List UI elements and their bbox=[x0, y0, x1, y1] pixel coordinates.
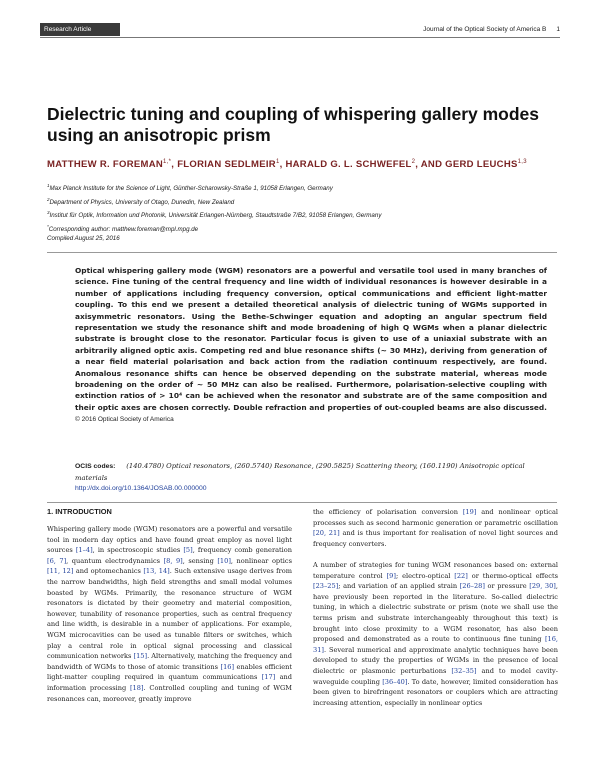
affiliation-mark: * bbox=[47, 223, 49, 229]
paragraph bbox=[313, 560, 558, 708]
text-run: and information processing bbox=[47, 673, 292, 692]
text-run: and to model cavity-waveguide coupling bbox=[313, 666, 559, 686]
text-run: . Such extensive usage derives from the narrow bandwidths, high field strengths and small modal volumes boasted by WGMs. Primarily, the resonance structure of WGM resonators is dictated by their geometry and material composition, however, tunability of resonance properties, such as central frequency and line width, is desirable in a number of applications. For example, WGM microcavities can be used as tunable filters or switches, which play a central role in optical signal processing and classical communication networks bbox=[47, 567, 292, 661]
author-name: MATTHEW R. FOREMAN bbox=[47, 159, 164, 171]
citation-link[interactable]: [36–40] bbox=[382, 677, 408, 686]
citation-link[interactable]: [18] bbox=[129, 683, 144, 692]
citation-link[interactable]: [15] bbox=[133, 652, 148, 661]
paper-title: Dielectric tuning and coupling of whispering gallery modes using an anisotropic prism bbox=[47, 104, 540, 145]
author-separator: , AND bbox=[415, 159, 446, 171]
column-left bbox=[47, 524, 292, 704]
author-affil-mark: 1,3 bbox=[517, 159, 527, 165]
divider bbox=[47, 252, 557, 253]
author-name: FLORIAN SEDLMEIR bbox=[177, 159, 276, 171]
affiliation-line bbox=[47, 222, 557, 236]
text-run: ; and variation of an applied strain bbox=[338, 582, 460, 591]
author-affil-mark: 1,* bbox=[163, 159, 172, 165]
author-name: GERD LEUCHS bbox=[445, 159, 518, 171]
doi-link[interactable]: http://dx.doi.org/10.1364/JOSAB.00.000000 bbox=[75, 485, 207, 492]
text-run: , frequency comb generation bbox=[192, 546, 292, 555]
running-header bbox=[400, 24, 560, 35]
citation-link[interactable]: [13, 14] bbox=[143, 567, 170, 576]
citation-link[interactable]: [32–35] bbox=[451, 666, 477, 675]
text-run: A number of strategies for tuning WGM resonances based on: external temperature control bbox=[313, 560, 558, 580]
author-affil-mark: 2 bbox=[411, 159, 416, 165]
citation-link[interactable]: [9] bbox=[386, 571, 396, 580]
text-run: or pressure bbox=[484, 582, 530, 591]
citation-link[interactable]: [1–4] bbox=[75, 546, 93, 555]
author-name: HARALD G. L. SCHWEFEL bbox=[285, 159, 412, 171]
text-run: , have previously been reported in the literature. So-called dielectric tuning, in which a dielectric substrate or prism (note we shall use the terms prism and substrate interchangeably throughout this text) is brought into close proximity to a WGM resonator, has also been proposed and demonstrated as a route to continuous fine tuning bbox=[313, 582, 558, 644]
text-run: . Alternatively, matching the frequency and bandwidth of WGMs to those of atomic transitions bbox=[47, 652, 292, 671]
citation-link[interactable]: [17] bbox=[261, 673, 276, 682]
section-heading: 1. INTRODUCTION bbox=[47, 507, 112, 516]
page-number: 1 bbox=[556, 26, 560, 33]
text-run: . Several numerical and approximate analytic techniques have been developed to study the properties of WGMs in the presence of local dielectric or plasmonic perturbations bbox=[313, 645, 558, 675]
text-run: , quantum electrodynamics bbox=[66, 556, 164, 565]
author-affil-mark: 1 bbox=[275, 159, 280, 165]
citation-link[interactable]: [16, 31] bbox=[313, 635, 558, 654]
citation-link[interactable]: [20, 21] bbox=[313, 529, 340, 538]
journal-name: Journal of the Optical Society of America B bbox=[423, 26, 547, 33]
citation-link[interactable]: [23–25] bbox=[313, 582, 339, 591]
citation-link[interactable]: [16] bbox=[220, 662, 235, 671]
ocis-codes bbox=[75, 461, 547, 483]
affiliation-mark: 2 bbox=[47, 196, 50, 202]
citation-link[interactable]: [11, 12] bbox=[47, 567, 74, 576]
ocis-text: (140.4780) Optical resonators, (260.5740) Resonance, (290.5825) Scattering theory, (160.1190) Anisotropic optical materials bbox=[75, 462, 525, 482]
citation-link[interactable]: [8, 9] bbox=[163, 556, 183, 565]
ocis-label: OCIS codes: bbox=[75, 463, 116, 470]
text-run: the efficiency of polarisation conversion bbox=[313, 508, 463, 516]
text-run: , in spectroscopic studies bbox=[92, 546, 184, 555]
affiliation-line bbox=[47, 208, 557, 222]
affiliation-mark: 3 bbox=[47, 210, 50, 216]
text-run: enables efficient light-matter coupling required in quantum communications bbox=[47, 662, 293, 682]
article-type-tag: Research Article bbox=[40, 23, 120, 36]
text-run: , nonlinear optics bbox=[230, 556, 292, 565]
affiliation-text: Department of Physics, University of Otago, Dunedin, New Zealand bbox=[49, 198, 235, 206]
text-run: . Controlled coupling and tuning of WGM resonances can, moreover, greatly improve bbox=[47, 683, 292, 703]
compiled-date: Compiled August 25, 2016 bbox=[47, 235, 120, 242]
affiliation-mark: 1 bbox=[47, 183, 50, 188]
author-separator: , bbox=[171, 159, 178, 171]
text-run: . To date, however, limited consideration has been given to birefringent resonators or couplers which are attracting increasing attention, especially in nonlinear optics bbox=[313, 677, 558, 707]
citation-link[interactable]: [5] bbox=[183, 546, 193, 555]
citation-link[interactable]: [26–28] bbox=[459, 582, 485, 591]
affiliation-line bbox=[47, 181, 557, 195]
text-run: , sensing bbox=[182, 556, 218, 565]
abstract bbox=[75, 265, 547, 426]
text-run: Whispering gallery mode (WGM) resonators are a powerful and versatile tool in modern day optics and have found great employ as novel light sources bbox=[47, 525, 292, 555]
affiliations bbox=[47, 181, 557, 235]
copyright: © 2016 Optical Society of America bbox=[75, 416, 174, 424]
column-right bbox=[313, 507, 558, 708]
abstract-text: Optical whispering gallery mode (WGM) resonators are a powerful and versatile tool used in many branches of science. Fine tuning of the central frequency and line width of individual resonances is however desirable in a number of applications including frequency conversion, optical communications and efficient light-matter coupling. To this end we present a detailed theoretical analysis of dielectric tuning of WGMs supported in axisymmetric resonators. Using the Bethe-Schwinger equation and adopting an angular spectrum field representation we study the resonance shift and mode broadening of high Q WGMs when a planar dielectric substrate is brought close to the resonator. Particular focus is given to use of a uniaxial substrate with an arbitrarily aligned optic axis. Competing red and blue resonance shifts (∼ 30 MHz), deriving from generation of a near field material polarisation and back action from the radiation continuum respectively, are found. Anomalous resonance shifts can hence be observed depending on the substrate material, whereas mode broadening on the order of ∼ 50 MHz can also be realised. Furthermore, polarisation-selective coupling with extinction ratios of > 10⁴ can be achieved when the resonator and substrate are of the same composition and their optic axes are chosen correctly. Double refraction and properties of out-coupled beams are also discussed. bbox=[75, 266, 547, 412]
paragraph bbox=[47, 524, 292, 704]
citation-link[interactable]: [22] bbox=[454, 571, 468, 580]
citation-link[interactable]: [29, 30] bbox=[529, 582, 556, 591]
citation-link[interactable]: [10] bbox=[217, 556, 231, 565]
text-run: ; electro-optical bbox=[395, 571, 455, 580]
citation-link[interactable]: [6, 7] bbox=[47, 556, 67, 565]
text-run: or thermo-optical effects bbox=[467, 571, 558, 580]
affiliation-text: Corresponding author: matthew.foreman@mpl.mpg.de bbox=[48, 225, 199, 233]
divider bbox=[47, 502, 557, 503]
affiliation-text: Institut für Optik, Information und Photonik, Universität Erlangen-Nürnberg, Staudtstraße 7/B2, 91058 Erlangen, Germany bbox=[49, 212, 382, 220]
author-list bbox=[47, 159, 567, 170]
author-separator: , bbox=[279, 159, 286, 171]
paragraph bbox=[313, 507, 558, 549]
text-run: and nonlinear optical processes such as second harmonic generation or parametric oscillation bbox=[313, 508, 558, 527]
header-rule bbox=[40, 37, 560, 38]
affiliation-text: Max Planck Institute for the Science of Light, Günther-Scharowsky-Straße 1, 91058 Erlangen, Germany bbox=[49, 185, 333, 193]
text-run: and is thus important for realisation of novel light sources and frequency converters. bbox=[313, 529, 558, 548]
citation-link[interactable]: [19] bbox=[462, 508, 477, 516]
affiliation-line bbox=[47, 195, 557, 209]
text-run: and optomechanics bbox=[73, 567, 144, 576]
